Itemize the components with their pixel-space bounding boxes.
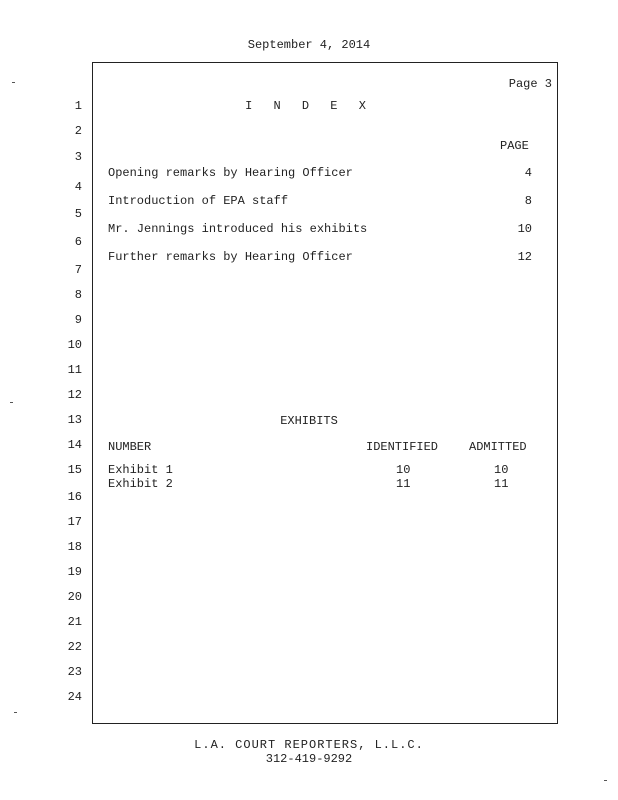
line-number: 15: [67, 463, 82, 477]
line-number: 13: [67, 413, 82, 427]
page-number: Page 3: [508, 77, 552, 91]
line-number: 17: [67, 515, 82, 529]
footer-company: L.A. COURT REPORTERS, L.L.C.: [194, 738, 424, 752]
exhibit-identified: 11: [396, 477, 411, 491]
index-entry-page: 10: [517, 222, 532, 236]
scan-speck: [14, 712, 17, 713]
exhibit-admitted: 10: [494, 463, 509, 477]
index-entry-page: 8: [524, 194, 532, 208]
line-number: 10: [67, 338, 82, 352]
scan-speck: [12, 82, 15, 83]
line-number: 7: [74, 263, 82, 277]
line-number: 12: [67, 388, 82, 402]
exhibits-col-identified: IDENTIFIED: [366, 440, 439, 454]
exhibit-admitted: 11: [494, 477, 509, 491]
line-number: 8: [74, 288, 82, 302]
exhibit-number: Exhibit 2: [108, 477, 173, 491]
line-number: 3: [74, 150, 82, 164]
line-number: 22: [67, 640, 82, 654]
exhibits-col-number: NUMBER: [108, 440, 152, 454]
exhibit-identified: 10: [396, 463, 411, 477]
index-entry-label: Further remarks by Hearing Officer: [108, 250, 353, 264]
line-number: 1: [74, 99, 82, 113]
line-number: 24: [67, 690, 82, 704]
line-number: 6: [74, 235, 82, 249]
exhibits-title: EXHIBITS: [280, 414, 338, 428]
line-number: 19: [67, 565, 82, 579]
index-title: I N D E X: [245, 99, 373, 113]
line-number: 11: [67, 363, 82, 377]
exhibit-number: Exhibit 1: [108, 463, 173, 477]
scan-speck: [10, 402, 13, 403]
line-number: 5: [74, 207, 82, 221]
line-number: 14: [67, 438, 82, 452]
line-number: 18: [67, 540, 82, 554]
line-number: 9: [74, 313, 82, 327]
line-number: 2: [74, 124, 82, 138]
page-column-header: PAGE: [500, 139, 529, 153]
line-number: 16: [67, 490, 82, 504]
index-entry-page: 12: [517, 250, 532, 264]
line-number: 4: [74, 180, 82, 194]
exhibits-col-admitted: ADMITTED: [469, 440, 527, 454]
footer-phone: 312-419-9292: [265, 752, 353, 766]
index-entry-label: Opening remarks by Hearing Officer: [108, 166, 353, 180]
transcript-page-frame: [92, 62, 558, 724]
header-date: September 4, 2014: [247, 38, 371, 52]
line-number: 21: [67, 615, 82, 629]
line-number: 20: [67, 590, 82, 604]
index-entry-label: Mr. Jennings introduced his exhibits: [108, 222, 368, 236]
index-entry-page: 4: [524, 166, 532, 180]
scan-speck: [604, 780, 607, 781]
line-number: 23: [67, 665, 82, 679]
index-entry-label: Introduction of EPA staff: [108, 194, 289, 208]
